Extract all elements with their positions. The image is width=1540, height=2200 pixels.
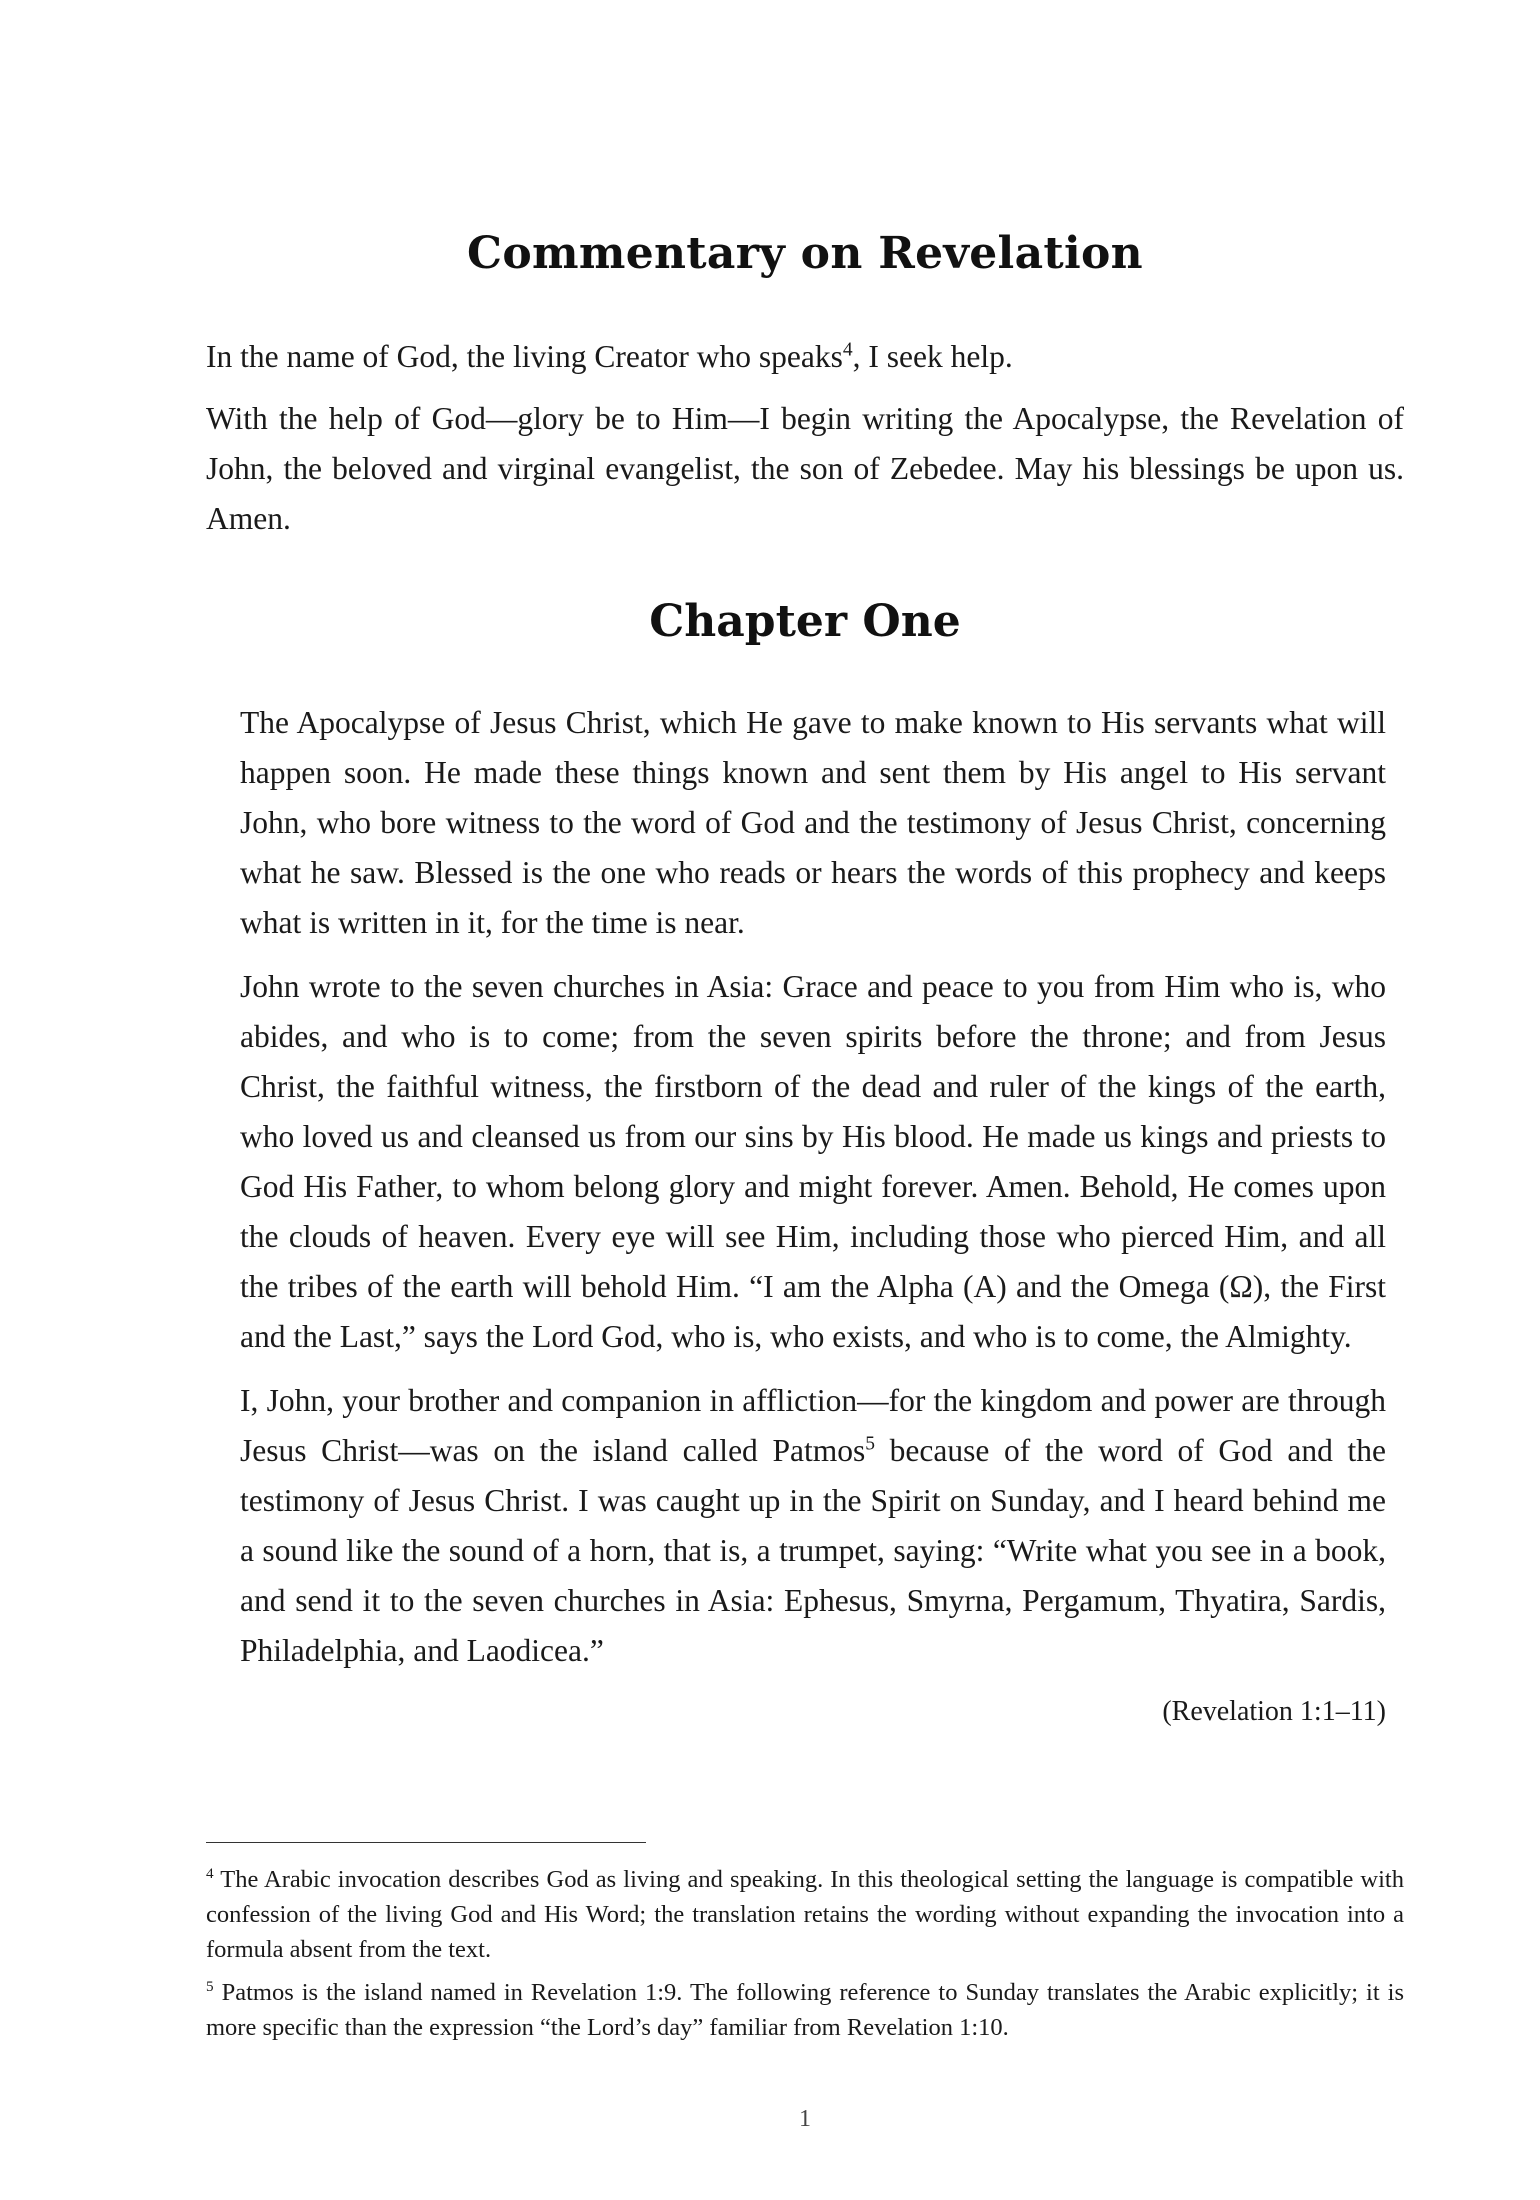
quote-paragraph-1: The Apocalypse of Jesus Christ, which He gave to make known to His servants what will happen soon. He made these things known and sent them by His angel to His servant John, who bore witness to the word of God and the testimony of Jesus Christ, concerning what he saw. Blessed is the one who reads or hears the words of this prophecy and keeps what is written in it, for the time is near. (240, 705, 1386, 940)
footnote-ref-5[interactable]: 5 (865, 1433, 875, 1455)
page-number: 1 (799, 2106, 811, 2132)
scripture-citation: (Revelation 1:1–11) (1162, 1696, 1386, 1727)
footnote-divider (206, 1842, 646, 1843)
scripture-quote (240, 698, 1386, 1734)
chapter-title: Chapter One (649, 596, 961, 647)
quote-paragraph-2: John wrote to the seven churches in Asia: Grace and peace to you from Him who is, who abides, and who is to come; from the seven spirits before the throne; and from Jesus Christ, the faithful witness, the firstborn of the dead and ruler of the kings of the earth, who loved us and cleansed us from our sins by His blood. He made us kings and priests to God His Father, to whom belong glory and might forever. Amen. Behold, He comes upon the clouds of heaven. Every eye will see Him, including those who pierced Him, and all the tribes of the earth will behold Him. “I am the Alpha (A) and the Omega (Ω), the First and the Last,” says the Lord God, who is, who exists, and who is to come, the Almighty. (240, 969, 1386, 1354)
intro-section (206, 332, 1404, 556)
document-page (206, 0, 1404, 2200)
quote-paragraph-3 (240, 1376, 1386, 1676)
quote-paragraph-3-text: I, John, your brother and companion in affliction—for the kingdom and power are through Jesus Christ—was on the island called Patmos (240, 1383, 1386, 1468)
document-title: Commentary on Revelation (467, 228, 1143, 279)
invocation-text-end: , I seek help. (852, 339, 1013, 374)
footnote-ref-4[interactable]: 4 (842, 339, 853, 361)
footnote-marker-5: 5 (206, 1977, 214, 1995)
quote-paragraph-3-text-end: because of the word of God and the testimony of Jesus Christ. I was caught up in the Spirit on Sunday, and I heard behind me a sound like the sound of a horn, that is, a trumpet, saying: “Write what you see in a book, and send it to the seven churches in Asia: Ephesus, Smyrna, Pergamum, Thyatira, Sardis, Philadelphia, and Laodicea.” (240, 1433, 1386, 1668)
footnote-marker-4: 4 (206, 1864, 214, 1882)
invocation-text: In the name of God, the living Creator who speaks (206, 339, 843, 374)
invocation-paragraph (206, 332, 1404, 382)
footnotes-section (206, 1862, 1404, 2053)
opening-paragraph: With the help of God—glory be to Him—I begin writing the Apocalypse, the Revelation of John, the beloved and virginal evangelist, the son of Zebedee. May his blessings be upon us. Amen. (206, 401, 1404, 536)
footnote-5-text: Patmos is the island named in Revelation 1:9. The following reference to Sunday translates the Arabic explicitly; it is more specific than the expression “the Lord’s day” familiar from Revelation 1:10. (206, 1979, 1405, 2041)
footnote-5 (206, 1975, 1404, 2045)
footnote-4-text: The Arabic invocation describes God as living and speaking. In this theological setting the language is compatible with confession of the living God and His Word; the translation retains the wording without expanding the invocation into a formula absent from the text. (206, 1866, 1404, 1963)
footnote-4 (206, 1862, 1404, 1967)
